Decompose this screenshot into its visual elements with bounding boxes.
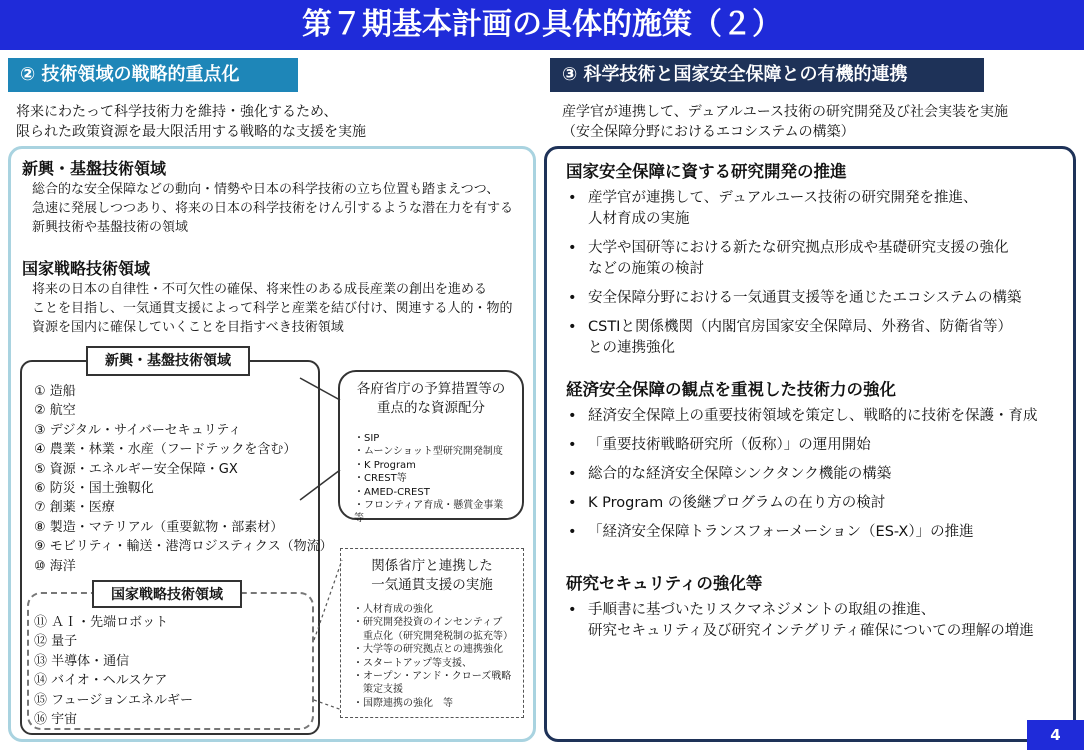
- rnd-section-title: 国家安全保障に資する研究開発の推進: [566, 162, 847, 181]
- rnd-bullets: [568, 188, 1068, 359]
- emerging-items-list: [34, 382, 333, 576]
- bullet-line: 研究セキュリティ及び研究インテグリティ確保についての理解の増進: [588, 623, 1034, 639]
- emerging-tag: 新興・基盤技術領域: [86, 346, 250, 376]
- desc-line: 急速に発展しつつあり、将来の日本の科学技術をけん引するような潜在力を有する: [32, 201, 514, 216]
- list-item: 策定支援: [353, 684, 403, 696]
- list-item: ③ デジタル・サイバーセキュリティ: [34, 422, 242, 438]
- callout-title-line: 関係省庁と連携した: [371, 558, 493, 574]
- list-item: ・スタートアップ等支援、: [353, 657, 472, 669]
- integrated-support-callout: [340, 548, 524, 718]
- bullet-line: • 総合的な経済安全保障シンクタンク機能の構築: [588, 466, 892, 482]
- page-title: 第７期基本計画の具体的施策（２）: [0, 0, 1084, 50]
- list-item: ⑪ ＡＩ・先端ロボット: [34, 615, 169, 630]
- national-tag: 国家戦略技術領域: [92, 580, 242, 608]
- bullet-item: [568, 406, 1068, 427]
- callout-items: [354, 432, 522, 526]
- list-item: ・大学等の研究拠点との連携強化: [353, 644, 503, 656]
- right-intro: [562, 102, 1008, 142]
- left-intro: [16, 102, 366, 142]
- list-item: ⑧ 製造・マテリアル（重要鉱物・部素材）: [34, 519, 284, 535]
- desc-line: 総合的な安全保障などの動向・情勢や日本の科学技術の立ち位置も踏まえつつ、: [32, 182, 500, 197]
- emerging-title: 新興・基盤技術領域: [22, 159, 167, 178]
- intro-line: 限られた政策資源を最大限活用する戦略的な支援を実施: [16, 124, 366, 140]
- intro-line: 将来にわたって科学技術力を維持・強化するため、: [16, 104, 338, 120]
- national-title: 国家戦略技術領域: [22, 259, 151, 278]
- bullet-item: [568, 522, 1068, 543]
- callout-title: [340, 380, 522, 418]
- desc-line: 将来の日本の自律性・不可欠性の確保、将来性のある成長産業の創出を進める: [32, 282, 488, 297]
- bullet-line: 人材育成の実施: [588, 211, 690, 227]
- list-item: ⑦ 創薬・医療: [34, 500, 115, 516]
- bullet-line: • CSTIと関係機関（内閣官房国家安全保障局、外務省、防衛省等）: [588, 319, 1012, 335]
- bullet-item: [568, 600, 1068, 642]
- list-item: ・フロンティア育成・懸賞金事業 等: [354, 500, 514, 525]
- list-item: ・AMED-CREST: [354, 486, 430, 498]
- list-item: ・CREST等: [354, 473, 407, 485]
- list-item: ⑩ 海洋: [34, 558, 76, 574]
- list-item: ⑮ フュージョンエネルギー: [34, 692, 193, 708]
- list-item: ④ 農業・林業・水産（フードテックを含む）: [34, 442, 297, 458]
- budget-allocation-callout: [338, 370, 524, 525]
- page-number: 4: [1027, 720, 1084, 750]
- economic-security-bullets: [568, 406, 1068, 543]
- list-item: ・オープン・アンド・クローズ戦略: [353, 671, 512, 683]
- desc-line: 資源を国内に確保していくことを目指すべき技術領域: [32, 320, 344, 335]
- national-items-list: [34, 613, 193, 729]
- list-item: 重点化（研究開発税制の拡充等）: [353, 630, 513, 642]
- bullet-item: [568, 188, 1068, 230]
- economic-security-title: 経済安全保障の観点を重視した技術力の強化: [566, 380, 896, 399]
- list-item: ・国際連携の強化 等: [353, 697, 453, 709]
- list-item: ・ムーンショット型研究開発制度: [354, 446, 503, 458]
- emerging-description: [32, 180, 513, 237]
- list-item: ・研究開発投資のインセンティブ: [353, 617, 503, 629]
- desc-line: 新興技術や基盤技術の領域: [32, 220, 189, 235]
- list-item: ・SIP: [354, 433, 380, 444]
- list-item: ⑬ 半導体・通信: [34, 653, 130, 669]
- bullet-item: [568, 464, 1068, 485]
- list-item: ⑯ 宇宙: [34, 712, 78, 728]
- list-item: ⑤ 資源・エネルギー安全保障・GX: [34, 461, 238, 477]
- section-heading-security-linkage: ③ 科学技術と国家安全保障との有機的連携: [550, 58, 984, 92]
- bullet-line: との連携強化: [588, 340, 675, 356]
- bullet-line: • 大学や国研等における新たな研究拠点形成や基礎研究支援の強化: [588, 240, 1009, 256]
- list-item: ② 航空: [34, 403, 76, 419]
- callout-title: [341, 557, 523, 595]
- bullet-line: • 経済安全保障上の重要技術領域を策定し、戦略的に技術を保護・育成: [588, 408, 1038, 424]
- callout-title-line: 一気通貫支援の実施: [371, 577, 493, 593]
- intro-line: 産学官が連携して、デュアルユース技術の研究開発及び社会実装を実施: [562, 104, 1009, 120]
- intro-line: （安全保障分野におけるエコシステムの構築）: [562, 124, 855, 140]
- bullet-item: [568, 435, 1068, 456]
- callout-title-line: 重点的な資源配分: [377, 400, 485, 416]
- callout-title-line: 各府省庁の予算措置等の: [356, 381, 506, 397]
- research-security-bullets: [568, 600, 1068, 642]
- list-item: ⑥ 防災・国土強靱化: [34, 481, 154, 497]
- list-item: ⑨ モビリティ・輸送・港湾ロジスティクス（物流）: [34, 539, 333, 555]
- bullet-line: • 「重要技術戦略研究所（仮称）」の運用開始: [588, 437, 871, 453]
- callout-items: [353, 603, 513, 710]
- list-item: ⑭ バイオ・ヘルスケア: [34, 673, 168, 689]
- bullet-line: • 産学官が連携して、デュアルユース技術の研究開発を推進、: [588, 190, 978, 206]
- bullet-item: [568, 288, 1068, 309]
- desc-line: ことを目指し、一気通貫支援によって科学と産業を結び付け、関連する人的・物的: [32, 301, 513, 316]
- research-security-title: 研究セキュリティの強化等: [566, 574, 763, 593]
- bullet-line: などの施策の検討: [588, 261, 704, 277]
- list-item: ① 造船: [34, 384, 76, 399]
- section-heading-strategic-focus: ② 技術領域の戦略的重点化: [8, 58, 298, 92]
- bullet-line: • 安全保障分野における一気通貫支援等を通じたエコシステムの構築: [588, 290, 1022, 306]
- list-item: ・K Program: [354, 459, 416, 471]
- bullet-line: • 「経済安全保障トランスフォーメーション（ES-X）」の推進: [588, 524, 974, 540]
- list-item: ⑫ 量子: [34, 634, 78, 650]
- bullet-item: [568, 238, 1068, 280]
- bullet-item: [568, 317, 1068, 359]
- bullet-line: • 手順書に基づいたリスクマネジメントの取組の推進、: [588, 602, 936, 618]
- national-description: [32, 280, 512, 337]
- list-item: ・人材育成の強化: [353, 604, 433, 615]
- bullet-item: [568, 493, 1068, 514]
- bullet-line: • K Program の後継プログラムの在り方の検討: [588, 495, 886, 511]
